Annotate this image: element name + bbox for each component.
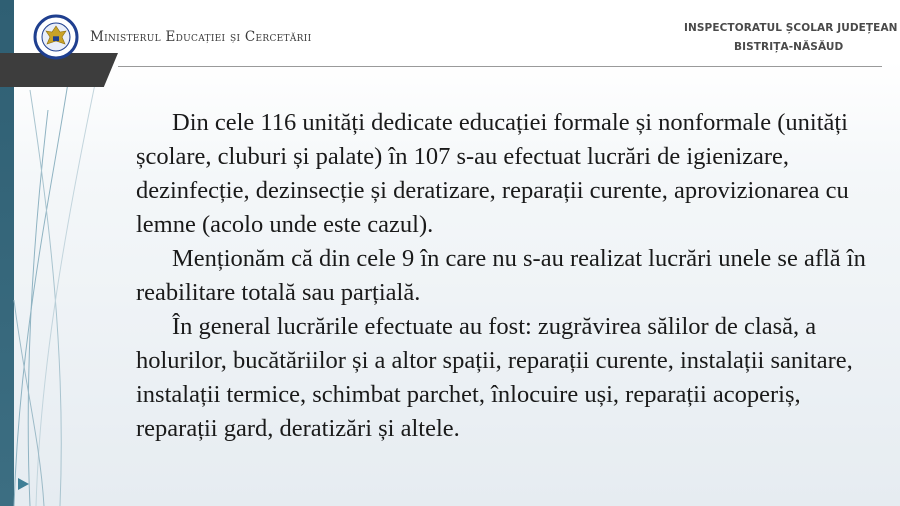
play-arrow-icon bbox=[18, 478, 29, 490]
header-divider bbox=[118, 66, 882, 67]
ministry-title: Ministerul Educației și Cercetării bbox=[90, 29, 312, 45]
inspectorate-title: INSPECTORATUL ȘCOLAR JUDEȚEAN bbox=[684, 22, 898, 34]
paragraph-3: În general lucrările efectuate au fost: zugrăvirea sălilor de clasă, a holurilor, bucătăriilor și a altor spații, reparații curente, instalații sanitare, instalații termice, schimbat parchet, înlocuire uși, reparații acoperiș, reparații gard, deratizări și altele. bbox=[136, 313, 853, 442]
paragraph-2: Menționăm că din cele 9 în care nu s-au realizat lucrări unele se află în reabilitare totală sau parțială. bbox=[136, 245, 866, 306]
body-text bbox=[136, 106, 876, 446]
romanian-government-crest-icon bbox=[30, 14, 82, 60]
inspectorate-county: BISTRIȚA-NĂSĂUD bbox=[734, 41, 844, 53]
paragraph-1: Din cele 116 unități dedicate educației formale și nonformale (unități școlare, cluburi și palate) în 107 s-au efectuat lucrări de igienizare, dezinfecție, dezinsecție și deratizare, reparații curente, aprovizionarea cu lemne (acolo unde este cazul). bbox=[136, 109, 849, 238]
